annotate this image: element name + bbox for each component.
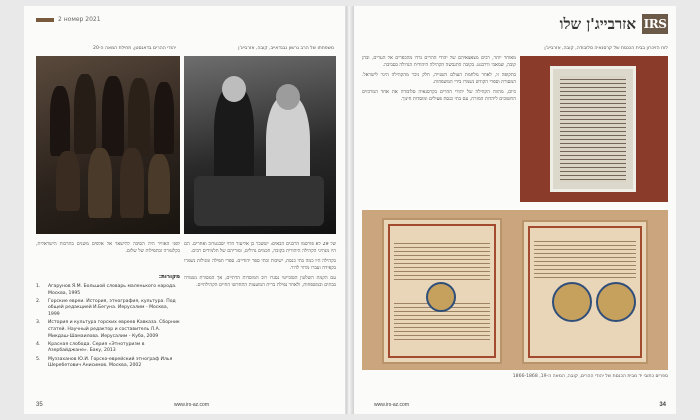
footer-url-left[interactable]: www.irs-az.com [174,402,210,408]
footer-url-right[interactable]: www.irs-az.com [374,402,410,408]
source-item: 3. История и культура горских евреев Кавказа. Сборник статей. Научный редактор и составитель Л.А. Микдаш-Шамаилова. Иерусалим - Куба, 2009 [36,320,180,339]
issue-label: 2 номер 2021 [58,16,101,23]
manuscripts-photo [362,210,668,370]
manuscripts-caption: ספרים כתובי יד מבית הכנסת של יהודי ההרים, קובה, המאה ה-19, 1866-1868 [512,374,668,379]
photo-caption-right: משפחתו של הרב גרשון נבגדאייב, קובה, אזרבייג'ן [238,46,334,51]
left-body-text [184,242,336,400]
memorial-plaque-photo [520,56,668,202]
right-page [354,6,676,414]
left-page [24,6,346,414]
section-title: אזרבייג'ן שלו [559,14,636,33]
paragraph: כיום, מהווה הקהילה של יהודי ההרים בקרסנאיה סלובודה את אחד המרכזים החשובים ליהדות המזרח, עם בתי כנסת פעילים ומוסדות חינוך. [362,89,516,102]
source-item: 2. Горские евреи. История, этнография, культура. Под общей редакцией И.Бегуна. Иерусалим - Москва, 1999 [36,298,176,318]
issue-header [36,16,101,23]
page-number-right: 34 [659,402,666,408]
irs-logo: IRS [642,14,668,34]
paragraph: בקהילה היו כמה בתי כנסת, ישיבות ובתי ספר יהודיים. ספרי תפילה ומגילות נשמרו בקפידה ועברו מדור לדור. [184,258,336,271]
source-item: 5. Муззаханов Ю.И. Горско-еврейский этнограф Илья Шеребетович Анисимов. Москва, 2002 [36,356,173,369]
right-body-text [362,56,516,202]
photo-caption-left: יהודי ההרים בדאגסטן, תחילת המאה ה-20 [93,46,176,51]
page-number-left: 35 [36,402,43,408]
sources-list [36,284,180,371]
section-header [560,14,668,34]
paragraph: של 29 לא פורסמו הרבנים הבאים: יששכר בן אליעזר הלוי יסכנטרוב ואחרים. הם היו מנהיגי הקהילה היהודית בקובה, חכמים גדולים, ומוריהם של תלמידים רבים. [184,242,336,254]
group-portrait-photo [36,56,180,234]
intro-note: לפני האוויר היה הסיבה להישאר אל אלפים משנים בתרבות הישראלית, בקלטורה ובתפילות של שלום. [36,242,180,254]
source-item: 4. Красная слобода. Серия «Этнотуризм в Азербайджане». Баку, 2013 [36,341,145,354]
two-women-photo [184,56,336,234]
paragraph: מאוחר יותר, רבים מצאצאיהם של יהודי ההרים נדדו מהכפרים אל הערים, ובהן קובה, שמאכי ודרבנט. בקובה התגבשה הקהילה היהודית הגדולה בסביבה. [362,56,516,68]
source-item: 1. Агарунов Я.М. Большой словарь маленького народа. Москва, 1995 [36,284,177,296]
header-bar [36,18,54,22]
photo-caption-top: לוח הזיכרון בבית הכנסת של קרסנאיה סלובודה, קובה, אזרבייג'ן [544,46,668,51]
paragraph: בתקופה זו, לאחר מלחמת העולם השנייה, חלק ניכר מהקהילה היגר לישראל. המסורת וספרי הקודש נשמרו בידי המשפחות. [362,72,516,85]
gutter [346,6,354,414]
sources-title: מקורות: [158,274,180,280]
paragraph: עם הקמת השלטון הסובייטי נסגרו רוב המוסדות הדתיים, אך המסורת נשמרה בבתים ובמשפחות, ולאחר נפילת ברית המועצות התחדשו החיים הקהילתיים. [184,275,336,288]
